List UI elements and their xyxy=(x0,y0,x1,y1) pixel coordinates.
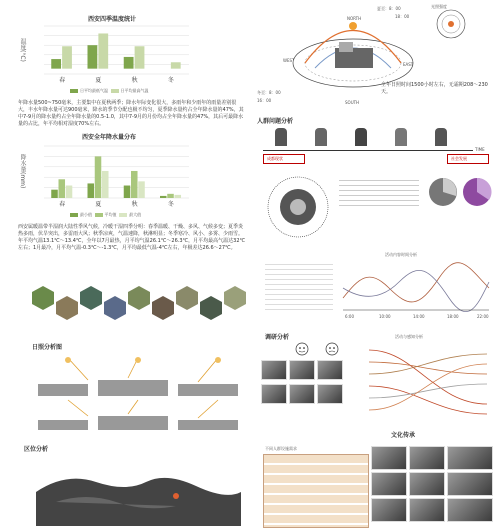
location-title: 区位分析 xyxy=(24,446,49,453)
culture-photo xyxy=(447,498,493,522)
temperature-chart-svg xyxy=(38,24,193,84)
pie-chart-purple xyxy=(461,176,493,208)
photo-hex xyxy=(80,286,102,310)
photo-strip xyxy=(22,282,247,332)
culture-photo xyxy=(371,472,407,496)
sun-path-panel xyxy=(255,2,495,110)
precipitation-chart-title: 西安全年降水量分布 xyxy=(82,134,137,141)
time-tick: 10:00 xyxy=(379,314,391,319)
precipitation-chart-svg xyxy=(38,144,193,208)
bar xyxy=(102,171,109,198)
timeline-line xyxy=(263,150,473,151)
photo-hex xyxy=(128,286,150,310)
category-tick-label: 秋 xyxy=(131,77,138,84)
facility-table-title: 不同人群设施需求 xyxy=(265,446,297,451)
summer-time-label: 夏至：8：00 xyxy=(377,6,401,11)
bar xyxy=(95,156,102,198)
people-icons-row xyxy=(275,128,475,148)
climate-paragraph-1: 年降水量500~750毫米，主要集中在夏秋两季；降水年际变化很大，多雨年和少雨年的雨量差别很大，丰水年降水量可达900毫米，降水的季节分配也极不均匀，夏季降水量约占全年降水量的47%，其中7-9月的降水量约占全年降水量的0.5-1.0，其中7-9月的月份均占全年降水量的47%，其后可最降水量的占比，年平均相对湿度70%左右。 xyxy=(18,100,244,127)
photo-hex xyxy=(224,286,246,310)
activity-chart-title: 活动内容时间分析 xyxy=(385,252,417,257)
temperature-chart-panel xyxy=(19,14,200,96)
bar xyxy=(59,179,66,198)
bar xyxy=(51,59,61,69)
legend-max: 最大值 xyxy=(129,212,142,217)
category-tick-label: 春 xyxy=(59,77,66,84)
photo-hex xyxy=(152,296,174,320)
bar xyxy=(160,196,167,198)
flow-lines xyxy=(365,344,491,424)
precipitation-y-label: 降水量(mm) xyxy=(19,154,26,189)
bar xyxy=(131,171,138,198)
timeline-label: TIME xyxy=(475,147,485,152)
research-photo xyxy=(289,384,315,404)
bar xyxy=(124,57,134,69)
compass-north: NORTH xyxy=(347,16,362,21)
bar xyxy=(175,195,182,198)
climate-paragraph-2: 西安属暖温带半湿润大陆性季风气候，冷暖干湿四季分明：春季温暖、干燥、多风、气候多变；夏季炎热多雨，伏旱突出，多雷雨大风；秋季凉爽，气温速降，秋淋明显；冬季寒冷、风小、多雾、少雨雪。年平均气温13.1℃～13.4℃，全年以7月最热，月平均气温26.1℃～26.3℃，月平均最高气温达32℃左右；1月最冷，月平均气温-0.3℃～-1.3℃，月平均最低气温-4℃左右，年极差达26.6～27℃。 xyxy=(18,224,246,251)
research-panel xyxy=(255,330,495,425)
sun-analysis-panel xyxy=(20,340,250,440)
category-tick-label: 秋 xyxy=(131,201,138,208)
facility-table xyxy=(263,454,369,528)
person-icon xyxy=(395,128,407,146)
bar xyxy=(62,46,72,68)
culture-photo xyxy=(409,498,445,522)
person-icon xyxy=(435,128,447,146)
precipitation-legend xyxy=(70,212,141,217)
temperature-legend xyxy=(70,88,149,93)
culture-photo xyxy=(371,446,407,470)
photo-hex xyxy=(200,296,222,320)
time-tick: 22:00 xyxy=(477,314,489,319)
research-title: 调研分析 xyxy=(265,334,290,341)
bar xyxy=(138,181,145,198)
culture-photo xyxy=(409,472,445,496)
pie-chart-gray xyxy=(427,176,459,208)
location-panel xyxy=(20,442,250,527)
sunlight-description: 全年日照时间1500小时左右，无霜期208～230天。 xyxy=(381,82,488,95)
bar xyxy=(135,46,145,68)
bar xyxy=(51,190,58,198)
culture-photo xyxy=(371,498,407,522)
summer-time-label-2: 18：00 xyxy=(395,14,410,19)
time-tick: 6:00 xyxy=(345,314,354,319)
bar xyxy=(88,183,95,198)
culture-panel xyxy=(255,428,495,527)
person-icon xyxy=(355,128,367,146)
world-map xyxy=(26,462,246,526)
compass-east: EAST xyxy=(403,62,414,67)
activity-time-chart xyxy=(339,258,493,316)
precipitation-chart-panel xyxy=(19,132,200,220)
legend-avg: 平均值 xyxy=(104,212,117,217)
temperature-y-label: 温度(°C) xyxy=(19,38,26,62)
culture-title: 文化传承 xyxy=(391,432,416,439)
legend-low: 日平均最低气温 xyxy=(80,88,108,93)
sun-analysis-title: 日照分析图 xyxy=(32,344,63,351)
research-photo xyxy=(317,384,343,404)
time-tick: 14:00 xyxy=(413,314,425,319)
research-photo xyxy=(261,384,287,404)
sun-analysis-diagram xyxy=(28,354,248,438)
category-tick-label: 春 xyxy=(59,201,66,208)
compass-south: SOUTH xyxy=(345,100,360,105)
research-photo xyxy=(317,360,343,380)
culture-photo xyxy=(447,472,493,496)
winter-time-label: 冬至：8：00 xyxy=(257,90,281,95)
bar xyxy=(171,62,181,68)
research-subtitle: 活动与感知分析 xyxy=(395,334,423,339)
bar xyxy=(88,45,98,68)
person-icon xyxy=(315,128,327,146)
photo-hex xyxy=(56,296,78,320)
question-left: 成都现状 xyxy=(267,156,283,161)
photo-hex xyxy=(176,286,198,310)
research-photo xyxy=(261,360,287,380)
category-tick-label: 冬 xyxy=(167,201,174,208)
light-intensity-label: 光照强度 xyxy=(431,4,447,9)
winter-time-label-2: 16：00 xyxy=(257,98,272,103)
culture-photo xyxy=(447,446,493,470)
temperature-chart-title: 西安四季温度统计 xyxy=(88,16,137,23)
radial-sketch xyxy=(263,172,333,242)
people-analysis-panel xyxy=(255,114,495,324)
category-tick-label: 夏 xyxy=(95,201,102,208)
people-section-title: 人群问题分析 xyxy=(257,118,294,125)
photo-hex xyxy=(32,286,54,310)
photo-hex xyxy=(104,296,126,320)
bar xyxy=(98,33,108,68)
person-icon xyxy=(275,128,287,146)
bar xyxy=(66,186,73,198)
legend-high: 日平均最高气温 xyxy=(120,88,149,93)
light-intensity-wheel xyxy=(431,6,471,42)
activity-notes xyxy=(265,260,333,312)
research-photo xyxy=(289,360,315,380)
face-icon xyxy=(295,342,309,356)
legend-min: 最小值 xyxy=(80,212,92,217)
bar xyxy=(124,186,131,198)
compass-west: WEST xyxy=(283,58,295,63)
category-tick-label: 冬 xyxy=(167,77,174,84)
question-right: 社会发展 xyxy=(451,156,467,161)
people-notes xyxy=(339,176,419,206)
bar xyxy=(167,194,174,198)
time-tick: 18:00 xyxy=(447,314,459,319)
face-icon xyxy=(325,342,339,356)
category-tick-label: 夏 xyxy=(95,77,102,84)
culture-photo xyxy=(409,446,445,470)
